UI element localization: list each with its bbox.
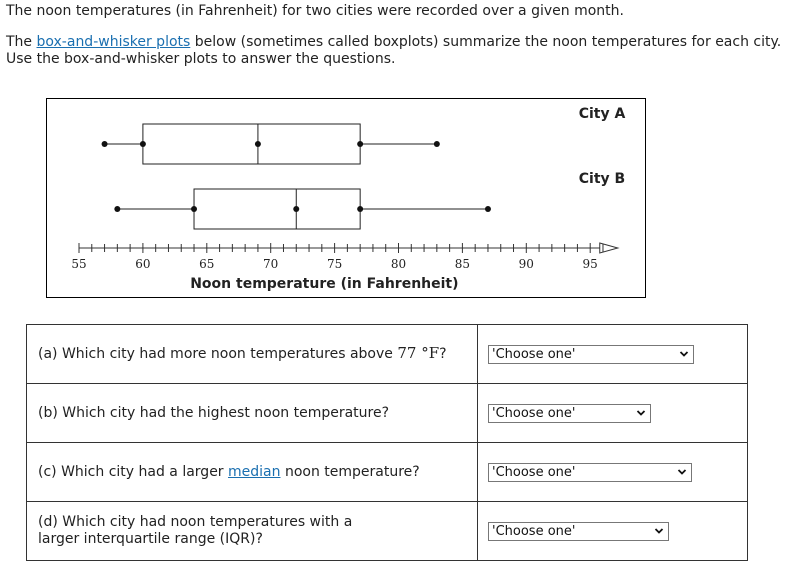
city-a-max-point xyxy=(434,141,440,147)
question-row-c xyxy=(27,443,748,502)
answer-select-a-value: 'Choose one' xyxy=(492,346,576,362)
city-a-box xyxy=(143,124,360,164)
chevron-down-icon xyxy=(636,408,646,418)
question-row-b xyxy=(27,384,748,443)
chevron-down-icon xyxy=(677,467,687,477)
x-tick-label: 85 xyxy=(454,257,471,271)
boxplot-svg xyxy=(47,99,645,297)
question-d xyxy=(27,502,478,561)
x-tick-label: 95 xyxy=(582,257,598,271)
x-axis-arrow xyxy=(600,243,618,253)
answer-select-c[interactable] xyxy=(488,463,692,482)
x-tick-label: 65 xyxy=(199,257,215,271)
city-a-label: City A xyxy=(578,106,626,122)
boxplot-help-link[interactable]: box-and-whisker plots xyxy=(36,34,191,50)
city-a-q1-point xyxy=(140,141,146,147)
answer-select-c-value: 'Choose one' xyxy=(492,464,576,480)
question-c-text: (c) Which city had a larger xyxy=(38,463,229,480)
city-b-q1-point xyxy=(191,206,197,212)
median-help-link[interactable]: median xyxy=(228,463,281,480)
x-tick-label: 80 xyxy=(390,257,407,271)
x-axis-label xyxy=(190,276,458,292)
city-a-median-point xyxy=(255,141,261,147)
x-tick-label: 75 xyxy=(326,257,343,271)
city-b-label: City B xyxy=(578,171,626,187)
question-a-text: (a) Which city had more noon temperatures above xyxy=(38,346,398,362)
answer-select-b[interactable] xyxy=(488,404,651,423)
intro-line-2 xyxy=(6,34,791,68)
answer-cell-d xyxy=(478,502,748,561)
x-tick-label: 60 xyxy=(135,257,151,271)
question-b-text: (b) Which city had the highest noon temperature? xyxy=(38,404,390,421)
question-a-value: 77 °F xyxy=(397,344,440,362)
question-row-a xyxy=(27,325,748,384)
x-tick-label: 55 xyxy=(71,257,87,271)
question-b xyxy=(27,384,478,443)
intro-text xyxy=(6,3,791,68)
boxplot-chart xyxy=(46,98,646,298)
city-b-box xyxy=(194,189,360,229)
question-row-d xyxy=(27,502,748,561)
question-d-text: (d) Which city had noon temperatures with a larger interquartile range (IQR)? xyxy=(38,514,353,547)
x-tick-label: 90 xyxy=(518,257,534,271)
answer-select-a[interactable] xyxy=(488,345,694,364)
city-a-min-point xyxy=(102,141,108,147)
x-axis-label-unit: (in Fahrenheit) xyxy=(340,276,459,292)
answer-select-d[interactable] xyxy=(488,522,669,541)
x-tick-label: 70 xyxy=(263,257,279,271)
city-b-min-point xyxy=(114,206,120,212)
city-b-median-point xyxy=(293,206,299,212)
chevron-down-icon xyxy=(654,526,664,536)
question-a-end: ? xyxy=(439,346,447,362)
answer-select-d-value: 'Choose one' xyxy=(492,523,576,539)
answer-cell-b xyxy=(478,384,748,443)
answer-cell-c xyxy=(478,443,748,502)
question-a xyxy=(27,325,478,384)
intro-line-1: The noon temperatures (in Fahrenheit) for two cities were recorded over a given month. xyxy=(6,3,624,19)
answer-cell-a xyxy=(478,325,748,384)
city-b-max-point xyxy=(485,206,491,212)
question-c xyxy=(27,443,478,502)
questions-table xyxy=(26,324,748,561)
x-axis-label-main: Noon temperature xyxy=(190,276,341,292)
question-c-end: noon temperature? xyxy=(280,463,420,480)
intro-line-2-start: The xyxy=(6,34,37,50)
intro-line-2-end: below (sometimes called boxplots) summarize the noon temperatures for each city. Use the box-and-whisker plots to answer the questions. xyxy=(6,34,782,67)
chevron-down-icon xyxy=(679,349,689,359)
city-a-q3-point xyxy=(357,141,363,147)
city-b-q3-point xyxy=(357,206,363,212)
answer-select-b-value: 'Choose one' xyxy=(492,405,576,421)
